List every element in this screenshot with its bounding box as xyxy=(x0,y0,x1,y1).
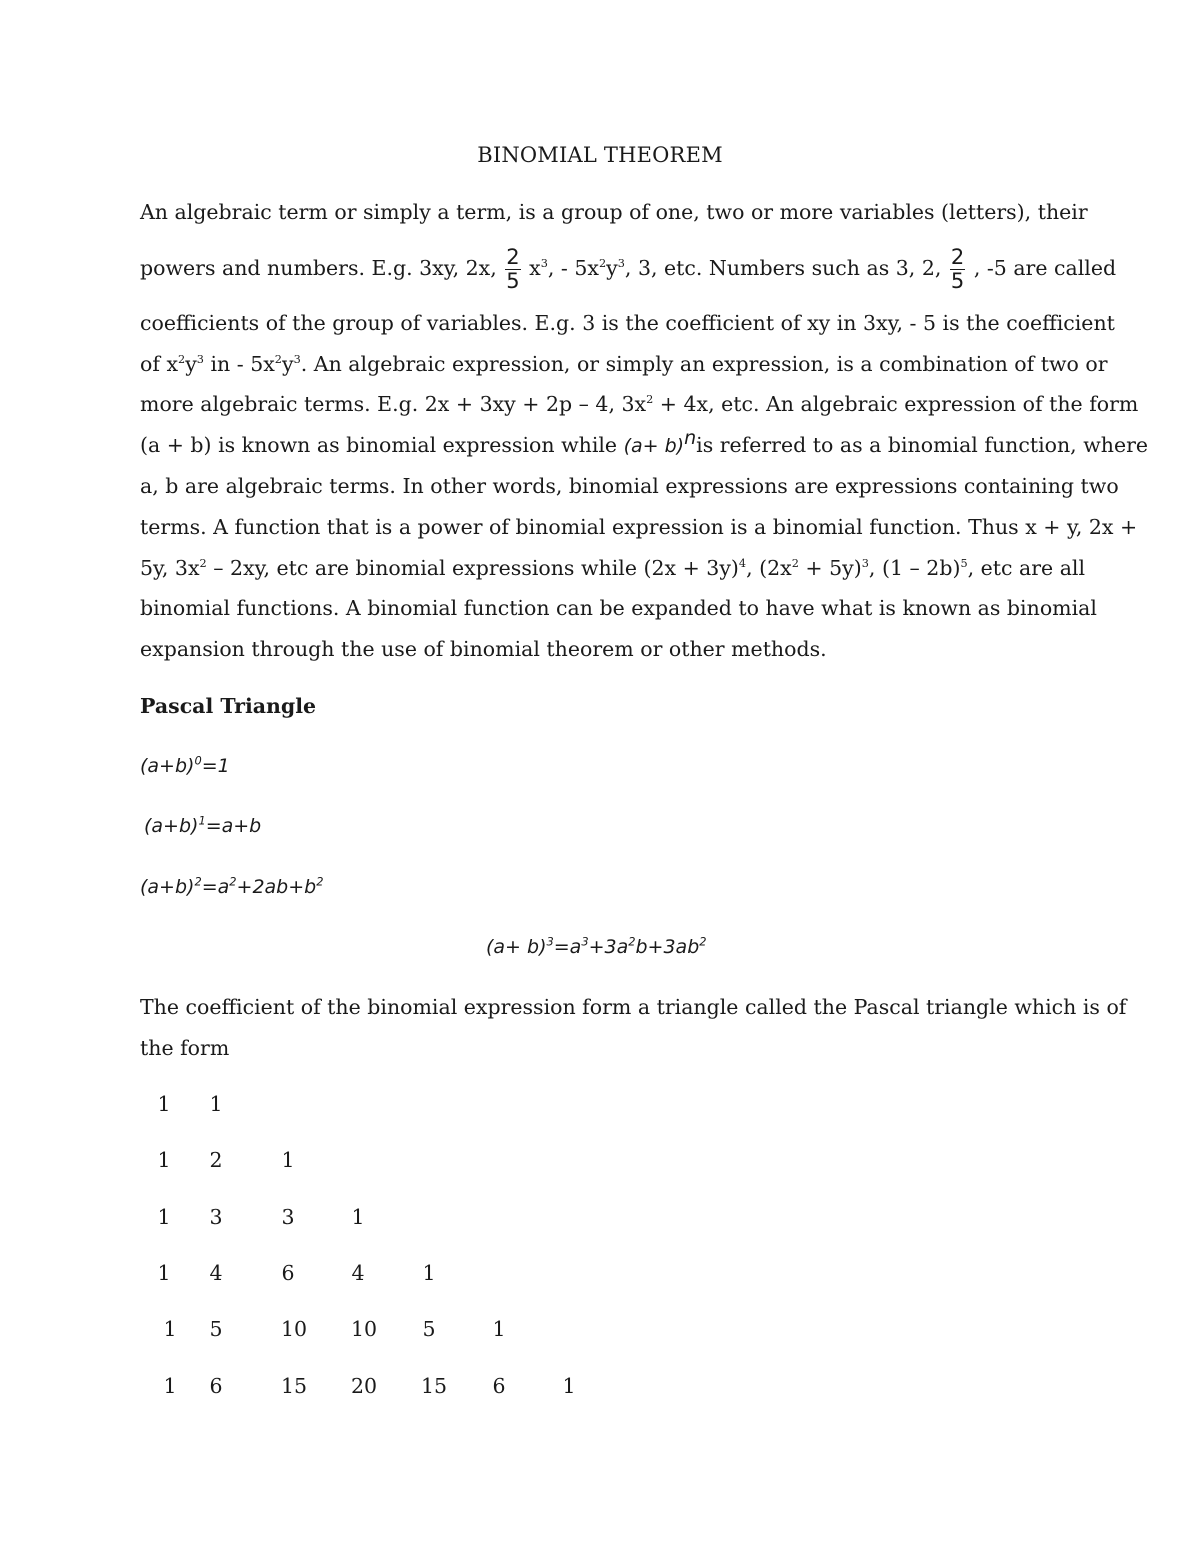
triangle-cell: 10 xyxy=(280,1317,308,1341)
triangle-row xyxy=(0,1205,1200,1235)
triangle-cell: 3 xyxy=(281,1205,295,1229)
triangle-row xyxy=(0,1261,1200,1291)
intro-line-1: An algebraic term or simply a term, is a group of one, two or more variables (letters), their xyxy=(140,200,1088,224)
intro-line-3: coefficients of the group of variables. E.g. 3 is the coefficient of xy in 3xy, - 5 is the coefficient xyxy=(140,310,1115,335)
triangle-cell: 1 xyxy=(157,1092,171,1116)
triangle-cell: 1 xyxy=(163,1317,177,1341)
triangle-cell: 6 xyxy=(209,1374,223,1398)
triangle-cell: 1 xyxy=(422,1261,436,1285)
triangle-cell: 1 xyxy=(351,1205,365,1229)
triangle-cell: 1 xyxy=(157,1205,171,1229)
intro-line-9: 5y, $3x^2 - 2xy$, etc are binomial expressions while $(2x + 3y)^4$, $(2x^2 + 5y)^3$, (1 – 2b)$^5$, etc are all xyxy=(140,555,1086,580)
outro-line-1: The coefficient of the binomial expression form a triangle called the Pascal triangle which is of xyxy=(140,995,1127,1019)
triangle-row xyxy=(0,1092,1200,1122)
intro-line-11: expansion through the use of binomial theorem or other methods. xyxy=(140,637,827,662)
intro-paragraph xyxy=(140,192,1149,670)
equation-power-1: $(a+b)^1=a+b$ xyxy=(144,813,262,837)
outro-line-2: the form xyxy=(140,1035,230,1060)
equation-power-3: $(a+ b)^3=a^3+3a^2b+3ab^2$ xyxy=(486,934,707,958)
fraction-two-fifths-2: $\frac{2}{5}$ xyxy=(950,244,965,293)
triangle-cell: 5 xyxy=(209,1317,223,1341)
triangle-cell: 1 xyxy=(157,1261,171,1285)
intro-line-5: more algebraic terms. E.g. 2x + 3xy + 2p – 4, $3x^2 + 4x$, etc. An algebraic expression of the form xyxy=(140,392,1139,417)
equation-power-0: $(a+b)^0=1$ xyxy=(140,753,230,777)
triangle-cell: 1 xyxy=(492,1317,506,1341)
triangle-cell: 4 xyxy=(209,1261,223,1285)
triangle-cell: 1 xyxy=(562,1374,576,1398)
triangle-row xyxy=(0,1148,1200,1178)
fraction-two-fifths: $\frac{2}{5}$ xyxy=(506,244,520,293)
intro-line-6: (a + b) is known as binomial expression while $(a+ b)^nis$ referred to as a binomial function, where xyxy=(140,427,1149,458)
triangle-cell: 5 xyxy=(422,1317,436,1341)
triangle-cell: 10 xyxy=(350,1317,378,1341)
triangle-cell: 1 xyxy=(281,1148,295,1172)
triangle-row xyxy=(0,1374,1200,1404)
intro-line-2: powers and numbers. E.g. 3xy, 2x, $\frac{2}{5}$ $x^3$, - $5x^2y^3$, 3, etc. Numbers such as 3, 2, $\frac{2}{5}$ , -5 are called xyxy=(140,244,1117,293)
triangle-cell: 15 xyxy=(280,1374,308,1398)
outro-paragraph xyxy=(140,987,1127,1069)
equation-power-2: $(a+b)^2=a^2+2ab+b^2$ xyxy=(140,874,324,898)
triangle-cell: 1 xyxy=(157,1148,171,1172)
triangle-cell: 6 xyxy=(492,1374,506,1398)
page-title: BINOMIAL THEOREM xyxy=(477,143,723,167)
intro-line-10: binomial functions. A binomial function can be expanded to have what is known as binomial xyxy=(140,596,1097,621)
intro-line-8: terms. A function that is a power of binomial expression is a binomial function. Thus x + y, 2x + xyxy=(140,514,1138,539)
intro-line-7: a, b are algebraic terms. In other words, binomial expressions are expressions containing two xyxy=(140,473,1119,498)
intro-line-4: of $x^2y^3$ in - $5x^2y^3$. An algebraic expression, or simply an expression, is a combination of two or xyxy=(140,351,1108,376)
triangle-row xyxy=(0,1317,1200,1347)
triangle-cell: 15 xyxy=(420,1374,448,1398)
section-heading: Pascal Triangle xyxy=(140,694,317,718)
triangle-cell: 1 xyxy=(163,1374,177,1398)
triangle-cell: 6 xyxy=(281,1261,295,1285)
triangle-cell: 20 xyxy=(350,1374,378,1398)
triangle-cell: 3 xyxy=(209,1205,223,1229)
triangle-cell: 4 xyxy=(351,1261,365,1285)
triangle-cell: 1 xyxy=(209,1092,223,1116)
triangle-cell: 2 xyxy=(209,1148,223,1172)
